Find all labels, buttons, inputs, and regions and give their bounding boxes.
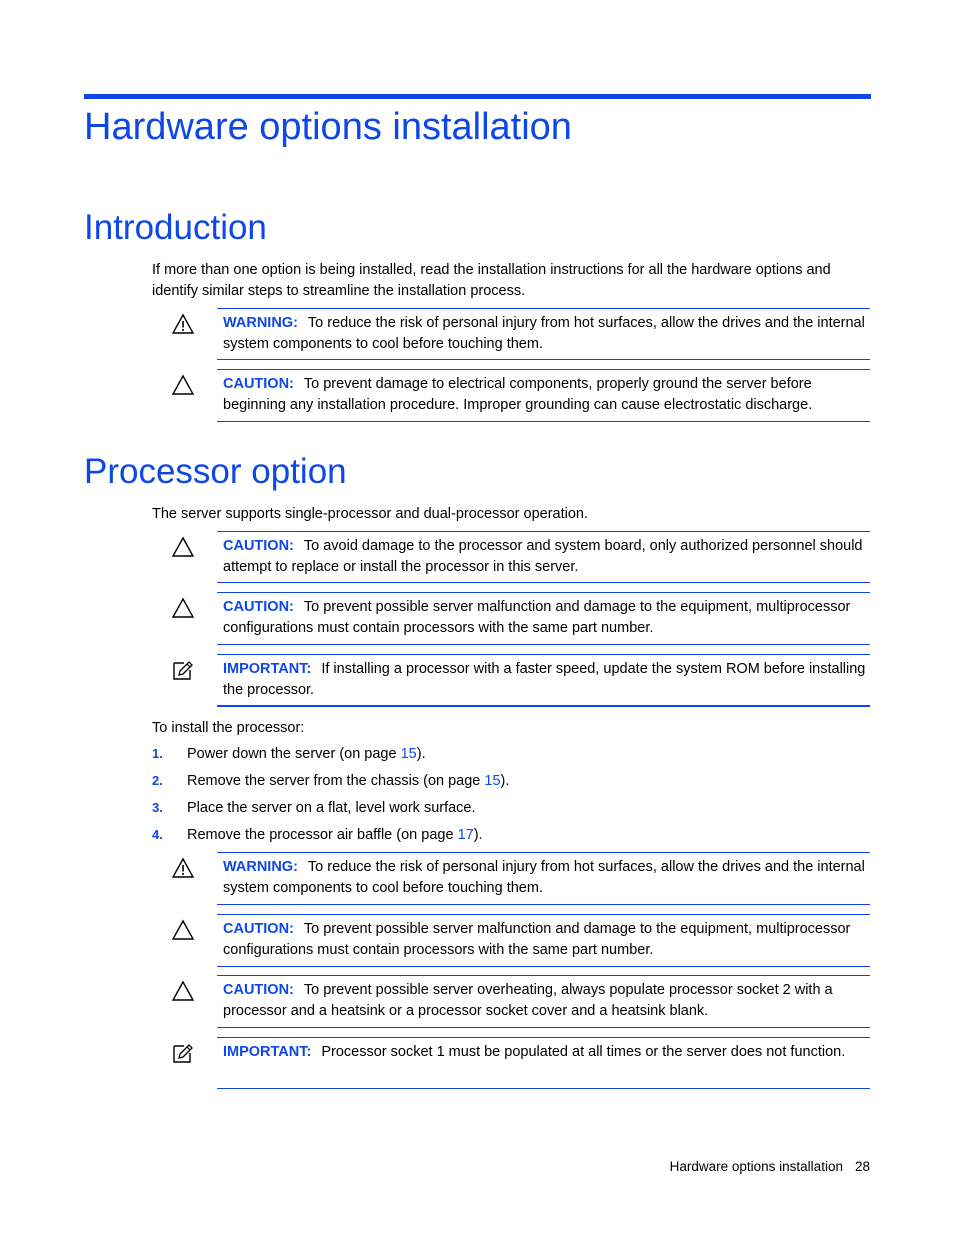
caution-notice (217, 531, 870, 583)
processor-heading: Processor option (84, 452, 347, 491)
step-number: 2. (152, 773, 163, 788)
page-link[interactable]: 17 (457, 827, 474, 843)
warning-icon (171, 857, 195, 879)
notice-label: CAUTION: (223, 376, 294, 392)
caution-notice (217, 592, 870, 645)
chapter-title: Hardware options installation (84, 106, 572, 148)
notice-text: If installing a processor with a faster speed, update the system ROM before installing the processor. (223, 661, 866, 698)
step-number: 3. (152, 800, 163, 815)
notice-label: WARNING: (223, 859, 298, 875)
page-footer (670, 1157, 870, 1177)
warning-notice (217, 308, 870, 360)
caution-icon (171, 536, 195, 558)
notice-label: CAUTION: (223, 982, 294, 998)
notice-label: IMPORTANT: (223, 1044, 312, 1060)
list-item (152, 797, 509, 824)
notice-label: IMPORTANT: (223, 661, 312, 677)
notice-text: To avoid damage to the processor and system board, only authorized personnel should attempt to replace or install the processor in this server. (223, 538, 863, 575)
step-text: Remove the processor air baffle (on page (187, 827, 458, 843)
notice-label: CAUTION: (223, 921, 294, 937)
page-link[interactable]: 15 (400, 746, 417, 762)
chapter-rule (84, 94, 871, 99)
important-icon (171, 1042, 195, 1064)
step-text: Place the server on a flat, level work surface. (187, 800, 476, 816)
notice-text: To prevent possible server malfunction and damage to the equipment, multiprocessor configurations must contain processors with the same part number. (223, 921, 851, 958)
step-text-end: ). (473, 827, 483, 843)
processor-paragraph: The server supports single-processor and dual-processor operation. (152, 506, 589, 522)
caution-icon (171, 980, 195, 1002)
notice-text: To prevent possible server overheating, always populate processor socket 2 with a processor and a heatsink or a processor socket cover and a heatsink blank. (223, 982, 833, 1019)
caution-icon (171, 919, 195, 941)
page-number: 28 (854, 1159, 870, 1174)
notice-label: CAUTION: (223, 599, 294, 615)
notice-label: WARNING: (223, 315, 298, 331)
step-number: 1. (152, 746, 163, 761)
notice-text: Processor socket 1 must be populated at all times or the server does not function. (321, 1044, 846, 1060)
important-icon (171, 659, 195, 681)
step-text: Power down the server (on page (187, 746, 401, 762)
introduction-heading: Introduction (84, 208, 267, 247)
notice-text: To prevent damage to electrical components, properly ground the server before beginning any installation procedure. Improper grounding can cause electrostatic discharge. (223, 376, 813, 413)
important-notice (217, 654, 870, 707)
page-link[interactable]: 15 (484, 773, 501, 789)
step-number: 4. (152, 827, 163, 842)
notice-text: To reduce the risk of personal injury from hot surfaces, allow the drives and the internal system components to cool before touching them. (223, 315, 865, 352)
caution-notice (217, 914, 870, 967)
caution-notice (217, 369, 870, 422)
caution-notice (217, 975, 870, 1028)
step-text-end: ). (416, 746, 426, 762)
warning-icon (171, 313, 195, 335)
notice-label: CAUTION: (223, 538, 294, 554)
step-text-end: ). (500, 773, 510, 789)
notice-text: To prevent possible server malfunction and damage to the equipment, multiprocessor configurations must contain processors with the same part number. (223, 599, 851, 636)
steps-intro: To install the processor: (152, 720, 305, 736)
install-steps (152, 743, 509, 851)
list-item (152, 770, 509, 797)
list-item (152, 824, 509, 851)
caution-icon (171, 597, 195, 619)
notice-text: To reduce the risk of personal injury from hot surfaces, allow the drives and the internal system components to cool before touching them. (223, 859, 865, 896)
introduction-paragraph: If more than one option is being installed, read the installation instructions for all the hardware options and identify similar steps to streamline the installation process. (152, 262, 831, 299)
warning-notice (217, 852, 870, 905)
footer-section: Hardware options installation (669, 1159, 843, 1174)
caution-icon (171, 374, 195, 396)
list-item (152, 743, 509, 770)
step-text: Remove the server from the chassis (on page (187, 773, 485, 789)
important-notice (217, 1037, 870, 1089)
